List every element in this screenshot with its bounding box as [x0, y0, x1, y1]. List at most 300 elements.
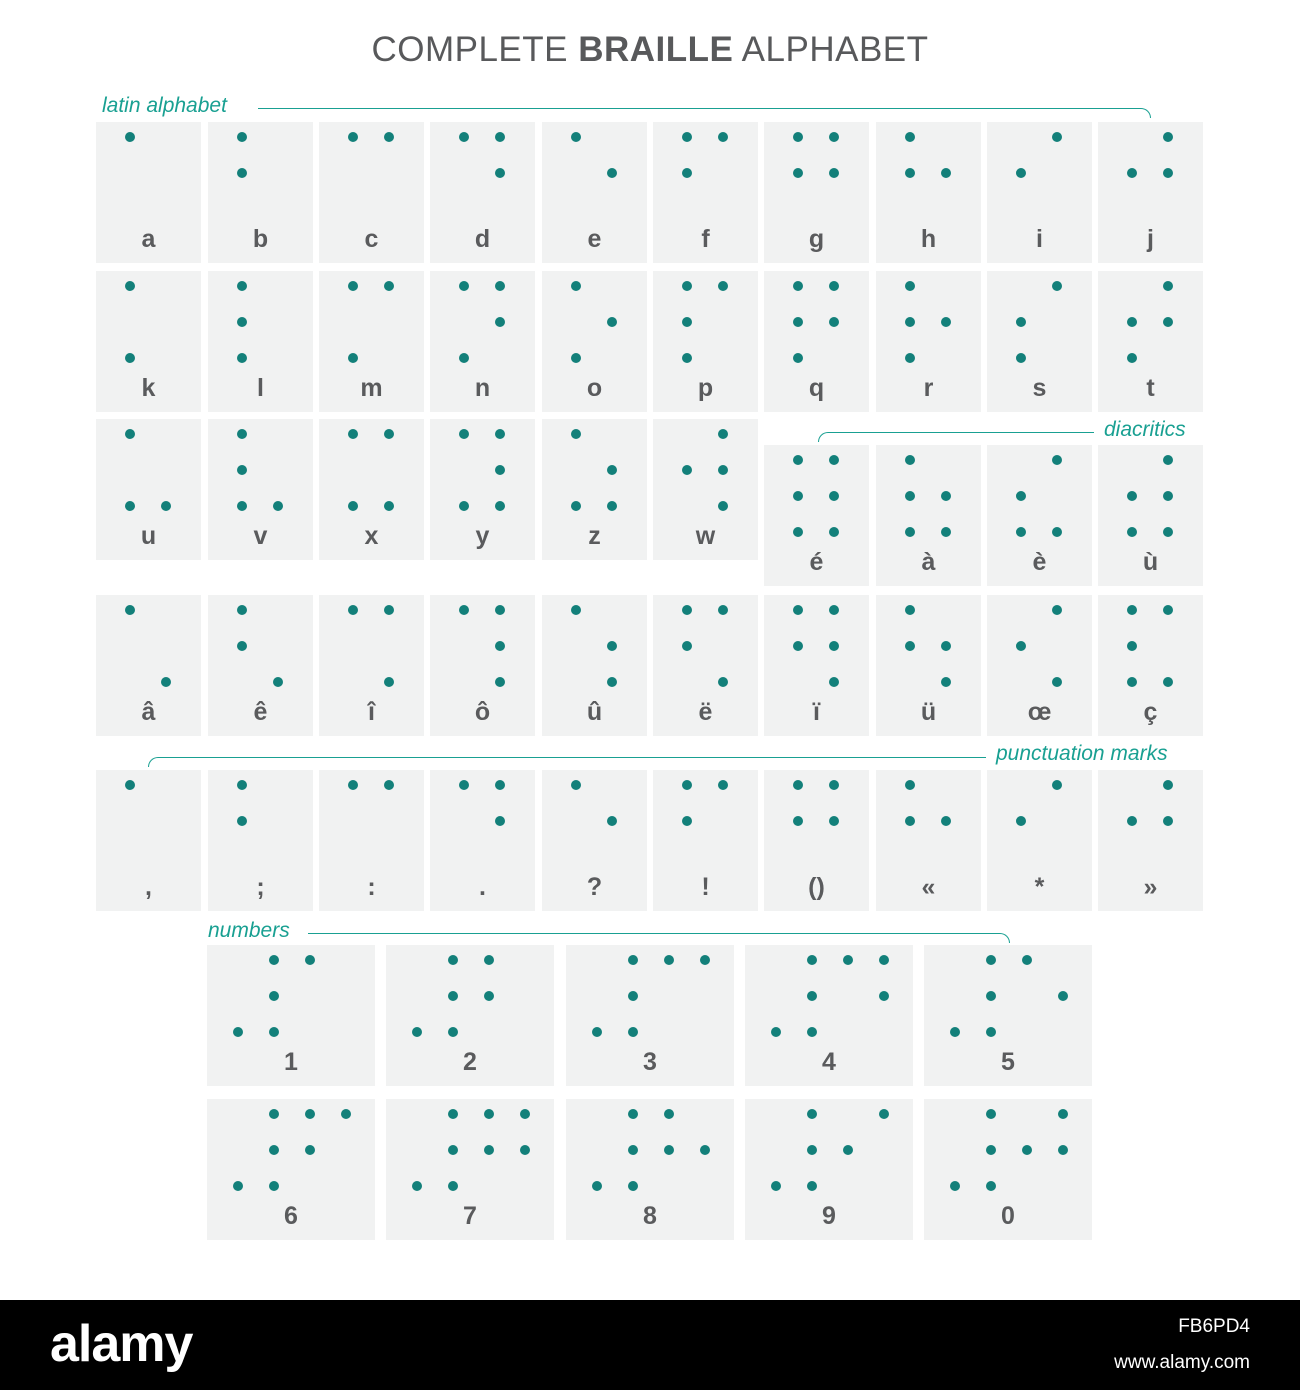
braille-dot [237, 501, 247, 511]
braille-dot [807, 955, 817, 965]
braille-dot [829, 816, 839, 826]
braille-dot [1052, 132, 1062, 142]
braille-dot [682, 816, 692, 826]
braille-dot [384, 281, 394, 291]
braille-dot [986, 955, 996, 965]
braille-dot [1163, 455, 1173, 465]
braille-dot [807, 1145, 817, 1155]
braille-cell-d [430, 122, 535, 263]
braille-dot [495, 501, 505, 511]
braille-dot [682, 605, 692, 615]
braille-dot [237, 317, 247, 327]
braille-dot [1022, 1145, 1032, 1155]
braille-dot [941, 816, 951, 826]
braille-dot [459, 132, 469, 142]
braille-dot [905, 527, 915, 537]
braille-cell-label: 9 [822, 1202, 836, 1230]
braille-cell-u [96, 419, 201, 560]
section-label-diacritics: diacritics [1104, 418, 1186, 441]
braille-dot [829, 132, 839, 142]
braille-dot [682, 281, 692, 291]
braille-dot [941, 491, 951, 501]
braille-cell-label: z [588, 522, 601, 550]
braille-cell-label: é [809, 548, 824, 576]
braille-cell-label: m [360, 374, 383, 402]
braille-cell-g [764, 122, 869, 263]
braille-dot [348, 501, 358, 511]
braille-dot [607, 317, 617, 327]
braille-cell-label: o [586, 374, 603, 402]
braille-dot [628, 1181, 638, 1191]
braille-dot [793, 605, 803, 615]
braille-cell-i [987, 122, 1092, 263]
braille-dot [628, 1109, 638, 1119]
braille-dot [125, 780, 135, 790]
section-line-latin-alphabet [258, 108, 1151, 118]
braille-cell-label: x [364, 522, 379, 550]
braille-dot [237, 132, 247, 142]
braille-cell-char-42 [319, 595, 424, 736]
section-line-numbers [308, 933, 1010, 943]
braille-dot [233, 1027, 243, 1037]
braille-dot [448, 1027, 458, 1037]
braille-dot [682, 780, 692, 790]
braille-dot [718, 501, 728, 511]
braille-cell-label: 7 [463, 1202, 477, 1230]
braille-dot [829, 641, 839, 651]
braille-cell-label: 1 [284, 1048, 298, 1076]
braille-dot [125, 605, 135, 615]
braille-cell-v [208, 419, 313, 560]
braille-dot [879, 1109, 889, 1119]
braille-dot [905, 455, 915, 465]
braille-cell-j [1098, 122, 1203, 263]
braille-dot [1127, 353, 1137, 363]
braille-dot [495, 816, 505, 826]
braille-cell-label: c [364, 225, 379, 253]
braille-dot [682, 465, 692, 475]
braille-cell-label: ï [813, 698, 820, 726]
braille-cell-char-44 [542, 595, 647, 736]
braille-cell-label: â [141, 698, 156, 726]
braille-dot [1163, 605, 1173, 615]
braille-dot [520, 1145, 530, 1155]
braille-dot [905, 491, 915, 501]
braille-dot [1016, 527, 1026, 537]
braille-dot [1052, 527, 1062, 537]
braille-dot [1127, 527, 1137, 537]
braille-dot [269, 1145, 279, 1155]
braille-cell-w [653, 419, 758, 560]
braille-dot [793, 527, 803, 537]
braille-cell-8 [566, 1099, 734, 1240]
braille-cell-y [430, 419, 535, 560]
braille-dot [237, 465, 247, 475]
braille-cell-label: , [145, 873, 152, 901]
braille-dot [269, 1109, 279, 1119]
braille-dot [237, 429, 247, 439]
braille-cell-label: () [808, 873, 825, 901]
braille-dot [305, 955, 315, 965]
braille-cell-char-45 [653, 595, 758, 736]
braille-dot [682, 317, 692, 327]
braille-cell-q [764, 271, 869, 412]
section-line-punctuation [148, 757, 986, 767]
braille-dot [628, 955, 638, 965]
braille-dot [495, 168, 505, 178]
braille-cell-4 [745, 945, 913, 1086]
braille-cell-comma [96, 770, 201, 911]
braille-dot [682, 132, 692, 142]
braille-dot [700, 955, 710, 965]
braille-cell-exclamation-mark [653, 770, 758, 911]
braille-dot [664, 1109, 674, 1119]
braille-dot [459, 501, 469, 511]
braille-cell-label: ô [474, 698, 491, 726]
braille-dot [1052, 455, 1062, 465]
braille-dot [905, 641, 915, 651]
braille-cell-char-46 [764, 595, 869, 736]
braille-dot [269, 1181, 279, 1191]
braille-cell-char-49 [1098, 595, 1203, 736]
braille-dot [793, 780, 803, 790]
braille-cell-char-40 [96, 595, 201, 736]
braille-cell-1 [207, 945, 375, 1086]
braille-dot [459, 281, 469, 291]
braille-dot [807, 1181, 817, 1191]
braille-dot [237, 641, 247, 651]
braille-cell-label: q [808, 374, 825, 402]
braille-dot [718, 465, 728, 475]
braille-cell-label: w [695, 522, 716, 550]
braille-cell-semicolon [208, 770, 313, 911]
braille-cell-9 [745, 1099, 913, 1240]
braille-dot [125, 353, 135, 363]
braille-cell-label: a [141, 225, 156, 253]
braille-cell-parentheses [764, 770, 869, 911]
section-label-numbers: numbers [208, 919, 290, 942]
braille-dot [628, 1027, 638, 1037]
braille-dot [571, 132, 581, 142]
title-suffix: ALPHABET [733, 30, 929, 69]
braille-dot [1127, 491, 1137, 501]
braille-dot [986, 1181, 996, 1191]
braille-cell-label: ! [701, 873, 710, 901]
braille-dot [125, 501, 135, 511]
braille-cell-label: : [367, 873, 376, 901]
braille-dot [829, 455, 839, 465]
braille-dot [237, 281, 247, 291]
braille-cell-l [208, 271, 313, 412]
braille-dot [607, 168, 617, 178]
braille-cell-label: 6 [284, 1202, 298, 1230]
braille-dot [682, 353, 692, 363]
braille-cell-close-guillemet [1098, 770, 1203, 911]
braille-dot [1127, 317, 1137, 327]
braille-dot [571, 605, 581, 615]
braille-dot [793, 132, 803, 142]
braille-dot [125, 132, 135, 142]
braille-cell-label: œ [1027, 698, 1052, 726]
braille-dot [1052, 281, 1062, 291]
braille-cell-label: « [921, 873, 936, 901]
braille-dot [495, 677, 505, 687]
title-bold: BRAILLE [578, 30, 734, 69]
braille-dot [1058, 1145, 1068, 1155]
braille-dot [348, 132, 358, 142]
braille-dot [495, 641, 505, 651]
braille-dot [237, 168, 247, 178]
braille-dot [793, 168, 803, 178]
braille-dot [1163, 281, 1173, 291]
braille-dot [986, 1145, 996, 1155]
section-line-diacritics [818, 432, 1094, 442]
braille-dot [607, 501, 617, 511]
braille-dot [459, 353, 469, 363]
braille-dot [269, 955, 279, 965]
braille-dot [484, 991, 494, 1001]
braille-cell-7 [386, 1099, 554, 1240]
braille-cell-label: » [1143, 873, 1158, 901]
braille-dot [305, 1145, 315, 1155]
braille-cell-label: e [587, 225, 602, 253]
braille-dot [664, 955, 674, 965]
braille-dot [771, 1181, 781, 1191]
braille-cell-char-32 [987, 445, 1092, 586]
braille-dot [700, 1145, 710, 1155]
braille-cell-label: t [1146, 374, 1155, 402]
braille-dot [793, 455, 803, 465]
braille-dot [1052, 780, 1062, 790]
braille-dot [718, 780, 728, 790]
braille-dot [384, 429, 394, 439]
braille-cell-char-48 [987, 595, 1092, 736]
braille-dot [941, 677, 951, 687]
braille-dot [237, 353, 247, 363]
braille-dot [237, 605, 247, 615]
braille-cell-z [542, 419, 647, 560]
braille-dot [484, 1145, 494, 1155]
braille-cell-x [319, 419, 424, 560]
braille-cell-label: è [1032, 548, 1047, 576]
braille-dot [829, 780, 839, 790]
braille-cell-label: g [808, 225, 825, 253]
braille-cell-a [96, 122, 201, 263]
braille-dot [986, 1109, 996, 1119]
braille-cell-c [319, 122, 424, 263]
braille-dot [1127, 168, 1137, 178]
braille-dot [495, 605, 505, 615]
braille-dot [905, 353, 915, 363]
braille-dot [829, 605, 839, 615]
braille-cell-label: h [920, 225, 937, 253]
braille-cell-label: n [474, 374, 491, 402]
braille-dot [941, 168, 951, 178]
section-label-latin-alphabet: latin alphabet [102, 94, 227, 117]
braille-cell-s [987, 271, 1092, 412]
braille-dot [448, 955, 458, 965]
braille-dot [1022, 955, 1032, 965]
braille-cell-label: 2 [463, 1048, 477, 1076]
braille-cell-label: i [1036, 225, 1043, 253]
braille-cell-label: 8 [643, 1202, 657, 1230]
braille-dot [412, 1181, 422, 1191]
braille-dot [571, 780, 581, 790]
braille-dot [1163, 491, 1173, 501]
braille-dot [941, 527, 951, 537]
braille-dot [829, 527, 839, 537]
brand-logo: alamy [50, 1315, 193, 1373]
braille-dot [1127, 605, 1137, 615]
braille-cell-label: l [257, 374, 264, 402]
braille-cell-n [430, 271, 535, 412]
braille-dot [1016, 168, 1026, 178]
braille-dot [459, 605, 469, 615]
braille-dot [1016, 641, 1026, 651]
braille-dot [1052, 605, 1062, 615]
braille-cell-char-31 [876, 445, 981, 586]
braille-dot [879, 991, 889, 1001]
braille-dot [161, 677, 171, 687]
braille-dot [1016, 491, 1026, 501]
braille-dot [986, 1027, 996, 1037]
braille-cell-label: ; [256, 873, 265, 901]
braille-dot [807, 1027, 817, 1037]
braille-dot [237, 816, 247, 826]
braille-dot [829, 491, 839, 501]
braille-dot [1127, 641, 1137, 651]
title-prefix: COMPLETE [371, 30, 579, 69]
braille-dot [571, 353, 581, 363]
braille-dot [905, 281, 915, 291]
braille-cell-5 [924, 945, 1092, 1086]
braille-cell-label: p [697, 374, 714, 402]
braille-dot [793, 816, 803, 826]
braille-cell-label: ü [920, 698, 937, 726]
watermark-bar [0, 1300, 1300, 1390]
braille-dot [905, 317, 915, 327]
braille-dot [718, 132, 728, 142]
braille-dot [771, 1027, 781, 1037]
braille-dot [125, 281, 135, 291]
braille-dot [829, 168, 839, 178]
braille-dot [273, 501, 283, 511]
braille-cell-label: u [140, 522, 157, 550]
braille-dot [448, 1109, 458, 1119]
braille-dot [950, 1181, 960, 1191]
braille-cell-label: î [368, 698, 375, 726]
braille-dot [829, 281, 839, 291]
braille-cell-asterisk [987, 770, 1092, 911]
braille-dot [950, 1027, 960, 1037]
braille-cell-label: . [479, 873, 486, 901]
braille-cell-char-43 [430, 595, 535, 736]
braille-cell-label: ë [698, 698, 713, 726]
braille-dot [592, 1027, 602, 1037]
braille-dot [607, 816, 617, 826]
braille-dot [269, 1027, 279, 1037]
braille-dot [607, 677, 617, 687]
braille-cell-char-41 [208, 595, 313, 736]
braille-cell-b [208, 122, 313, 263]
braille-cell-label: j [1147, 225, 1154, 253]
braille-dot [682, 641, 692, 651]
braille-cell-3 [566, 945, 734, 1086]
braille-dot [941, 641, 951, 651]
braille-cell-label: 5 [1001, 1048, 1015, 1076]
braille-dot [233, 1181, 243, 1191]
image-id-text: FB6PD4 [1178, 1316, 1250, 1337]
braille-cell-m [319, 271, 424, 412]
braille-dot [986, 991, 996, 1001]
braille-dot [793, 353, 803, 363]
braille-dot [1127, 677, 1137, 687]
braille-dot [161, 501, 171, 511]
braille-cell-label: k [141, 374, 156, 402]
braille-dot [448, 991, 458, 1001]
braille-cell-t [1098, 271, 1203, 412]
braille-cell-label: à [921, 548, 936, 576]
braille-dot [495, 317, 505, 327]
braille-dot [905, 132, 915, 142]
braille-dot [495, 429, 505, 439]
braille-cell-label: 4 [822, 1048, 836, 1076]
braille-dot [718, 605, 728, 615]
braille-dot [448, 1145, 458, 1155]
braille-dot [348, 605, 358, 615]
braille-dot [905, 168, 915, 178]
braille-dot [1163, 168, 1173, 178]
braille-cell-open-guillemet [876, 770, 981, 911]
braille-dot [592, 1181, 602, 1191]
braille-cell-h [876, 122, 981, 263]
braille-cell-o [542, 271, 647, 412]
braille-dot [941, 317, 951, 327]
braille-dot [664, 1145, 674, 1155]
braille-dot [520, 1109, 530, 1119]
braille-dot [348, 780, 358, 790]
braille-dot [1016, 353, 1026, 363]
braille-cell-question-mark [542, 770, 647, 911]
braille-dot [628, 991, 638, 1001]
braille-dot [843, 955, 853, 965]
braille-dot [571, 281, 581, 291]
braille-dot [571, 501, 581, 511]
braille-dot [305, 1109, 315, 1119]
braille-dot [384, 677, 394, 687]
braille-dot [1163, 527, 1173, 537]
braille-cell-e [542, 122, 647, 263]
braille-dot [829, 317, 839, 327]
braille-dot [484, 1109, 494, 1119]
braille-dot [793, 491, 803, 501]
braille-cell-char-33 [1098, 445, 1203, 586]
braille-dot [571, 429, 581, 439]
braille-dot [348, 429, 358, 439]
braille-cell-label: ù [1142, 548, 1159, 576]
braille-dot [843, 1145, 853, 1155]
braille-cell-label: ? [586, 873, 603, 901]
braille-cell-label: ê [253, 698, 268, 726]
braille-cell-colon [319, 770, 424, 911]
braille-dot [905, 605, 915, 615]
braille-dot [1016, 816, 1026, 826]
braille-dot [718, 429, 728, 439]
braille-dot [607, 641, 617, 651]
braille-cell-k [96, 271, 201, 412]
braille-cell-0 [924, 1099, 1092, 1240]
braille-dot [384, 132, 394, 142]
